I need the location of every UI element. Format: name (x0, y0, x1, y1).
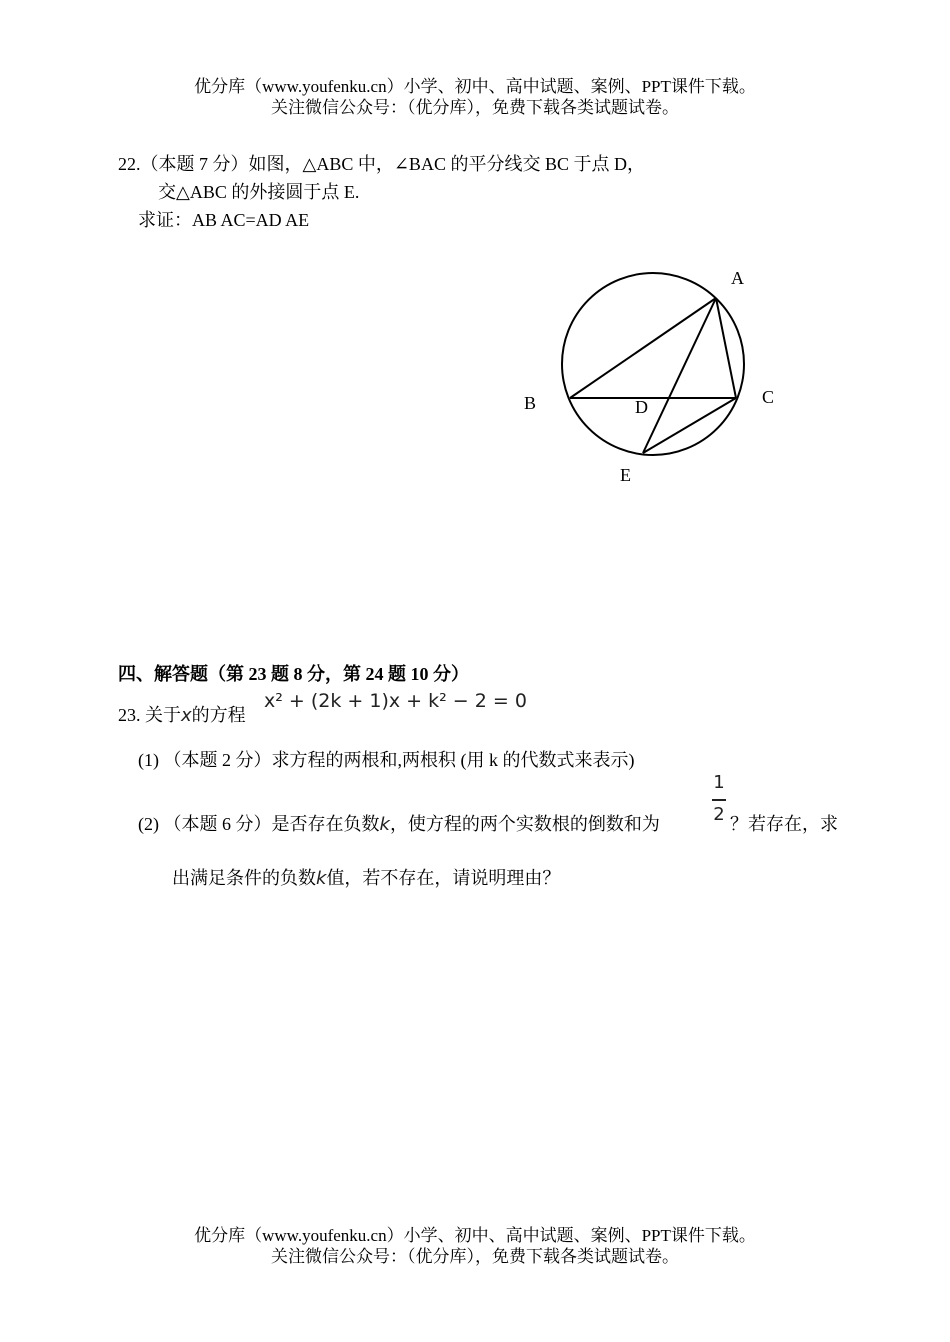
page-footer-line1: 优分库（www.youfenku.cn）小学、初中、高中试题、案例、PPT课件下载。 (194, 1226, 756, 1245)
label-E: E (620, 465, 631, 485)
q23-mid: 的方程 (191, 705, 246, 725)
page-header-line1: 优分库（www.youfenku.cn）小学、初中、高中试题、案例、PPT课件下载。 (194, 77, 756, 96)
label-B: B (524, 393, 537, 413)
q23-part2-e: 值，若不存在，请说明理由？ (326, 868, 561, 888)
fraction-denominator: 2 (713, 804, 725, 825)
page-header-line2: 关注微信公众号：（优分库），免费下载各类试题试卷。 (271, 98, 679, 117)
q22-line2: 交△ABC 的外接圆于点 E. (158, 182, 360, 202)
q23-stem (118, 701, 246, 727)
fraction-bar (712, 799, 726, 801)
q23-prefix: 23. 关于 (118, 705, 181, 725)
circle-figure (500, 255, 800, 495)
var-k-2: k (316, 868, 327, 889)
q23-part2-line2 (172, 864, 560, 890)
q23-part2-d: 出满足条件的负数 (172, 868, 316, 888)
segment-AE (643, 298, 716, 453)
label-C: C (762, 387, 775, 407)
q23-part2-a: (2) （本题 6 分）是否存在负数 (138, 814, 380, 834)
label-D: D (635, 397, 648, 417)
page-footer-line2: 关注微信公众号：（优分库），免费下载各类试题试卷。 (271, 1247, 679, 1266)
q22-line1: 22.（本题 7 分）如图，△ABC 中，∠BAC 的平分线交 BC 于点 D， (118, 154, 645, 174)
q23-part1: (1) （本题 2 分）求方程的两根和,两根积 (用 k 的代数式来表示) (138, 750, 635, 770)
q22-line3: 求证：AB AC=AD AE (138, 210, 310, 230)
q23-part2-line1 (138, 810, 660, 836)
q23-equation: x² + (2k + 1)x + k² − 2 = 0 (264, 690, 527, 712)
fraction-numerator: 1 (713, 772, 725, 793)
var-k: k (379, 814, 390, 835)
label-A: A (731, 268, 744, 288)
segment-AC (716, 298, 736, 398)
section4-title: 四、解答题（第 23 题 8 分，第 24 题 10 分） (118, 664, 469, 684)
segment-AB (570, 298, 716, 398)
var-x: x (181, 705, 192, 726)
q23-part2-c: ？若存在，求 (730, 814, 838, 834)
q23-part2-b: ，使方程的两个实数根的倒数和为 (389, 814, 660, 834)
